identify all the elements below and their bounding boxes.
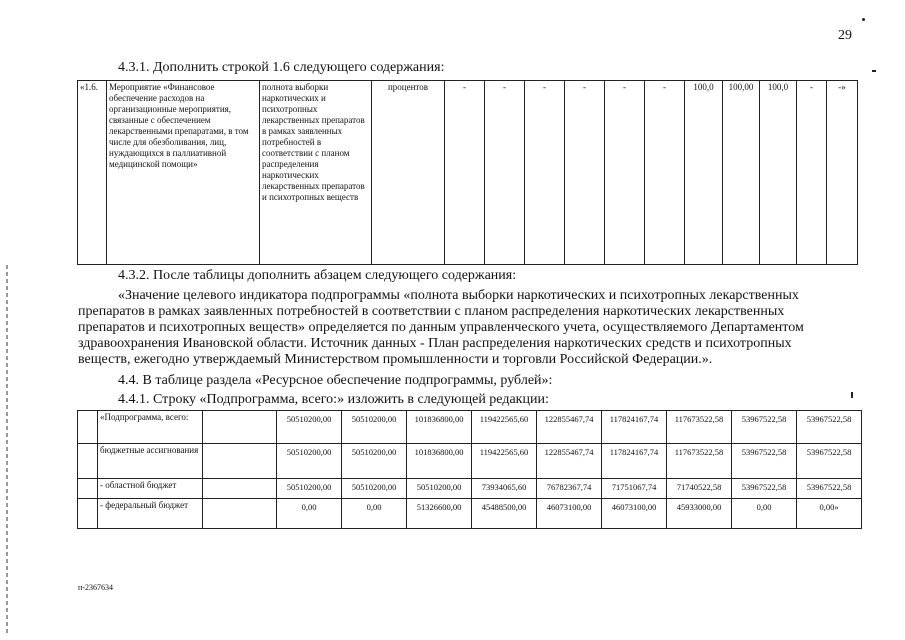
value-cell: 53967522,58 bbox=[797, 479, 862, 499]
value-cell: 53967522,58 bbox=[797, 444, 862, 479]
paragraph-line: здравоохранения Ивановской области. Источник данных - План распределения наркотических средств и психотропных bbox=[78, 336, 792, 351]
value-cell: 53967522,58 bbox=[732, 411, 797, 444]
paragraph-line: препаратов и психотропных веществ» определяется по данным управленческого учета, осуществляемого Департаментом bbox=[78, 320, 804, 335]
value-cell: - bbox=[645, 81, 685, 265]
value-cell: 119422565,60 bbox=[472, 411, 537, 444]
value-cell: 117824167,74 bbox=[602, 411, 667, 444]
value-cell: 45933000,00 bbox=[667, 499, 732, 529]
value-cell: 50510200,00 bbox=[342, 444, 407, 479]
table-row bbox=[78, 411, 862, 444]
value-cell: - bbox=[485, 81, 525, 265]
paragraph-line: препаратов в рамках заявленных потребностей в соответствии с планом распределения наркотических лекарственных bbox=[78, 304, 785, 319]
value-cell: - bbox=[605, 81, 645, 265]
document-code: п-2367634 bbox=[78, 583, 113, 592]
value-cell: 50510200,00 bbox=[277, 411, 342, 444]
value-cell: 71740522,58 bbox=[667, 479, 732, 499]
value-cell: 71751067,74 bbox=[602, 479, 667, 499]
inserted-paragraph bbox=[78, 288, 853, 368]
paragraph-line: веществ, ежегодно утверждаемый Министерством промышленности и торговли Российской Федерации.». bbox=[78, 352, 713, 367]
value-cell: 51326600,00 bbox=[407, 499, 472, 529]
value-cell: 53967522,58 bbox=[797, 411, 862, 444]
value-cell: 46073100,00 bbox=[537, 499, 602, 529]
value-cell: 0,00 bbox=[277, 499, 342, 529]
event-name: Мероприятие «Финансовое обеспечение расходов на организационные мероприятия, связанные с обеспечением лекарственными препаратами, в том числе для обезболивания, лиц, нуждающихся в паллиативной медицинской помощи» bbox=[107, 81, 260, 265]
heading-4-4: 4.4. В таблице раздела «Ресурсное обеспечение подпрограммы, рублей»: bbox=[118, 373, 553, 388]
value-cell: 117673522,58 bbox=[667, 444, 732, 479]
value-cell: -» bbox=[827, 81, 858, 265]
unit: процентов bbox=[372, 81, 445, 265]
scan-mark bbox=[851, 392, 853, 398]
table-row bbox=[78, 444, 862, 479]
table-row bbox=[78, 479, 862, 499]
paragraph-line: «Значение целевого индикатора подпрограммы «полнота выборки наркотических и психотропных лекарственных bbox=[118, 288, 799, 303]
value-cell: 117673522,58 bbox=[667, 411, 732, 444]
row-label: бюджетные ассигнования bbox=[98, 444, 203, 479]
value-cell: 76782367,74 bbox=[537, 479, 602, 499]
value-cell: - bbox=[565, 81, 605, 265]
heading-4-3-2: 4.3.2. После таблицы дополнить абзацем следующего содержания: bbox=[118, 268, 517, 283]
page-number: 29 bbox=[838, 28, 852, 43]
value-cell: 50510200,00 bbox=[407, 479, 472, 499]
value-cell: 50510200,00 bbox=[277, 479, 342, 499]
value-cell: 0,00 bbox=[732, 499, 797, 529]
value-cell: - bbox=[525, 81, 565, 265]
row-number: «1.6. bbox=[78, 81, 107, 265]
value-cell: - bbox=[797, 81, 827, 265]
value-cell: 119422565,60 bbox=[472, 444, 537, 479]
value-cell: 50510200,00 bbox=[342, 411, 407, 444]
row-label: «Подпрограмма, всего: bbox=[98, 411, 203, 444]
value-cell: 53967522,58 bbox=[732, 479, 797, 499]
indicator-table bbox=[77, 80, 858, 265]
value-cell: 100,0 bbox=[685, 81, 723, 265]
table-row bbox=[78, 81, 858, 265]
value-cell: 100,0 bbox=[760, 81, 797, 265]
scan-mark bbox=[872, 70, 876, 72]
resource-table bbox=[77, 410, 862, 529]
value-cell: 117824167,74 bbox=[602, 444, 667, 479]
heading-4-3-1: 4.3.1. Дополнить строкой 1.6 следующего содержания: bbox=[118, 60, 445, 75]
value-cell: - bbox=[445, 81, 485, 265]
row-label: - федеральный бюджет bbox=[98, 499, 203, 529]
value-cell: 45488500,00 bbox=[472, 499, 537, 529]
value-cell: 101836800,00 bbox=[407, 444, 472, 479]
value-cell: 50510200,00 bbox=[342, 479, 407, 499]
row-label: - областной бюджет bbox=[98, 479, 203, 499]
heading-4-4-1: 4.4.1. Строку «Подпрограмма, всего:» изложить в следующей редакции: bbox=[118, 392, 549, 407]
value-cell: 0,00» bbox=[797, 499, 862, 529]
value-cell: 122855467,74 bbox=[537, 444, 602, 479]
table-row bbox=[78, 499, 862, 529]
value-cell: 0,00 bbox=[342, 499, 407, 529]
value-cell: 46073100,00 bbox=[602, 499, 667, 529]
value-cell: 73934065,60 bbox=[472, 479, 537, 499]
value-cell: 122855467,74 bbox=[537, 411, 602, 444]
value-cell: 53967522,58 bbox=[732, 444, 797, 479]
indicator-name: полнота выборки наркотических и психотропных лекарственных препаратов в рамках заявленных потребностей в соответствии с планом распределения наркотических лекарственных препаратов и психотропных веществ bbox=[260, 81, 372, 265]
value-cell: 100,00 bbox=[723, 81, 760, 265]
value-cell: 101836800,00 bbox=[407, 411, 472, 444]
value-cell: 50510200,00 bbox=[277, 444, 342, 479]
margin-scan-artifact bbox=[6, 265, 8, 635]
scan-mark bbox=[862, 18, 865, 21]
